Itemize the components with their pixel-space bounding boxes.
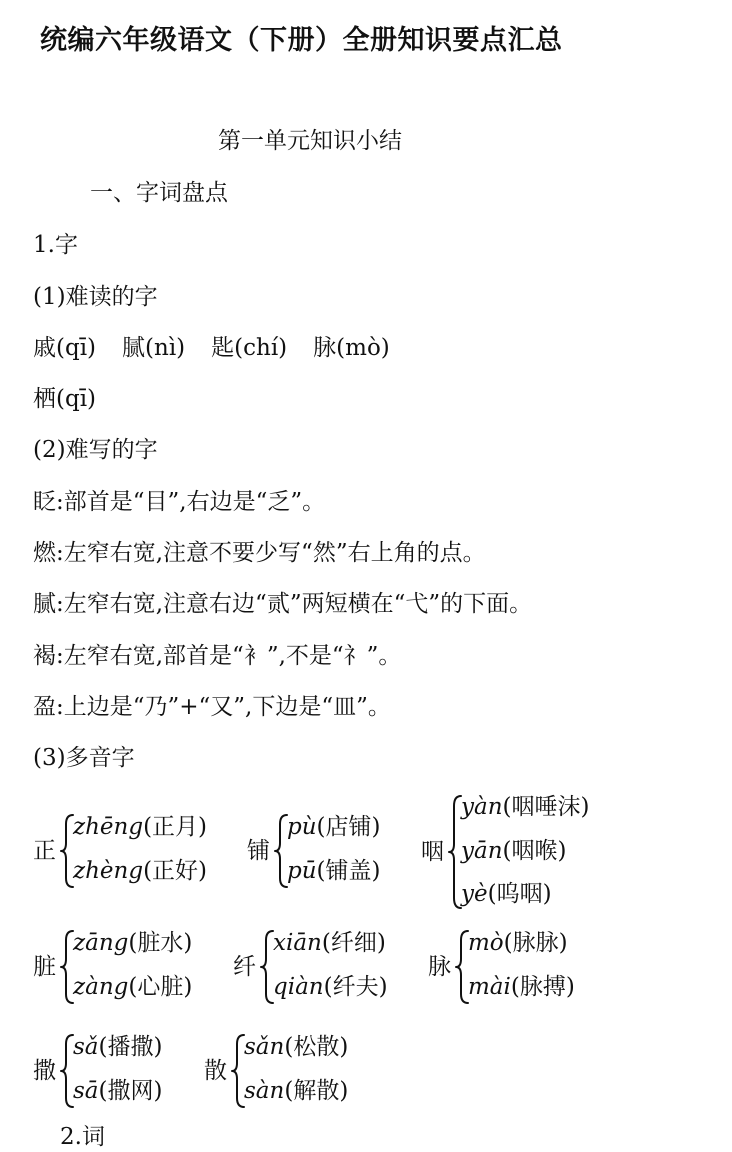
- write-item: 眨:部首是“目”,右边是“乏”。: [33, 489, 326, 515]
- poly-reading: sàn(解散): [244, 1078, 349, 1104]
- poly-reading: pù(店铺): [287, 814, 381, 840]
- document-title: 统编六年级语文（下册）全册知识要点汇总: [40, 25, 563, 56]
- poly-char: 脏: [33, 954, 56, 980]
- poly-char: 正: [33, 838, 56, 864]
- polyphonic-group: [33, 928, 233, 1006]
- write-item: 褐:左窄右宽,部首是“衤”,不是“礻”。: [33, 643, 402, 669]
- difficult-read-line: [33, 384, 96, 414]
- section-heading: 一、字词盘点: [90, 180, 228, 206]
- difficult-read-line: [33, 333, 416, 363]
- poly-char: 撒: [33, 1058, 56, 1084]
- poly-reading: qiàn(纤夫): [273, 974, 388, 1000]
- next-subsection-heading: 2.词: [60, 1124, 105, 1150]
- write-item: 盈:上边是“乃”+“又”,下边是“皿”。: [33, 694, 391, 720]
- poly-reading: sǎn(松散): [244, 1034, 349, 1060]
- polyphonic-group: [428, 928, 628, 1006]
- read-char: 匙(chí): [211, 335, 288, 361]
- polyphonic-group: [421, 792, 621, 912]
- poly-char: 散: [204, 1058, 227, 1084]
- poly-char: 纤: [233, 954, 256, 980]
- poly-char: 铺: [247, 838, 270, 864]
- read-char: 戚(qī): [33, 335, 97, 361]
- polyphonic-group: [33, 1032, 213, 1110]
- poly-reading: yàn(咽唾沫): [461, 794, 590, 820]
- write-item: 燃:左窄右宽,注意不要少写“然”右上角的点。: [33, 540, 486, 566]
- poly-reading: mài(脉搏): [468, 974, 575, 1000]
- polyphonic-group: [247, 812, 407, 890]
- poly-char: 咽: [421, 839, 444, 865]
- subsection-heading: 1.字: [33, 232, 78, 258]
- write-item: 腻:左窄右宽,注意右边“贰”两短横在“弋”的下面。: [33, 591, 533, 617]
- poly-reading: xiān(纤细): [273, 930, 386, 956]
- difficult-read-heading: (1)难读的字: [33, 284, 158, 310]
- poly-reading: pū(铺盖): [287, 858, 381, 884]
- polyphonic-heading: (3)多音字: [33, 745, 135, 771]
- read-char: 栖(qī): [33, 386, 97, 412]
- poly-reading: mò(脉脉): [468, 930, 568, 956]
- polyphonic-group: [233, 928, 433, 1006]
- poly-reading: zhèng(正好): [73, 858, 208, 884]
- difficult-write-heading: (2)难写的字: [33, 437, 158, 463]
- poly-reading: yè(呜咽): [461, 881, 552, 907]
- poly-char: 脉: [428, 954, 451, 980]
- poly-reading: sǎ(播撒): [73, 1034, 163, 1060]
- polyphonic-group: [33, 812, 233, 890]
- poly-reading: zhēng(正月): [73, 814, 208, 840]
- unit-title: 第一单元知识小结: [218, 128, 402, 154]
- polyphonic-group: [204, 1032, 384, 1110]
- poly-reading: yān(咽喉): [461, 838, 567, 864]
- poly-reading: zàng(心脏): [73, 974, 193, 1000]
- poly-reading: sā(撒网): [73, 1078, 163, 1104]
- read-char: 脉(mò): [313, 335, 390, 361]
- poly-reading: zāng(脏水): [73, 930, 193, 956]
- read-char: 腻(nì): [122, 335, 186, 361]
